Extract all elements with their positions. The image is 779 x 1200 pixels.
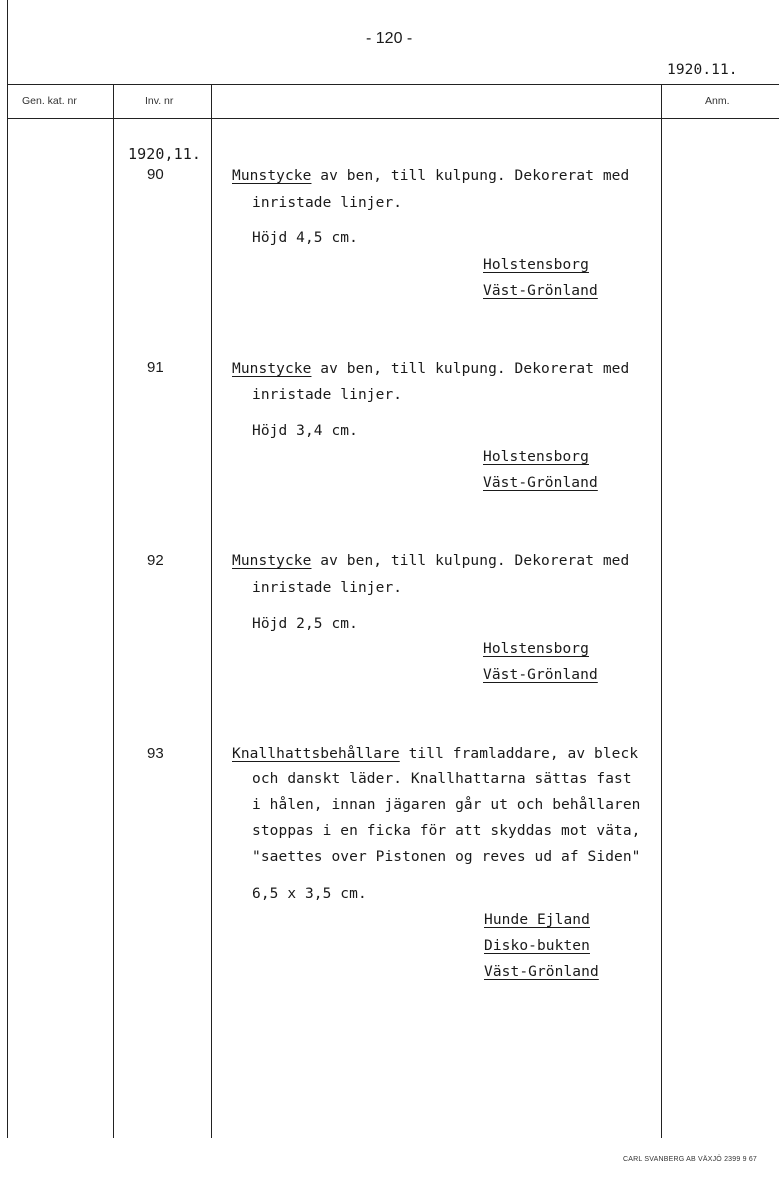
entry-93-line-4: stoppas i en ficka för att skyddas mot väta,: [252, 823, 641, 839]
entry-93-place-3: Väst-Grönland: [484, 964, 599, 980]
entry-93-line-1: [232, 746, 638, 762]
entry-91-measure: Höjd 3,4 cm.: [252, 423, 358, 439]
entry-93-place-2: Disko-bukten: [484, 938, 590, 954]
entry-92-measure: Höjd 2,5 cm.: [252, 616, 358, 632]
header-top-line: [7, 84, 779, 85]
printer-footer: CARL SVANBERG AB VÄXJÖ 2399 9 67: [623, 1156, 758, 1163]
inv-number-93: 93: [147, 745, 164, 762]
year-ref-col: 1920,11.: [128, 145, 202, 163]
entry-92-rest: av ben, till kulpung. Dekorerat med: [311, 553, 630, 569]
entry-91-term: Munstycke: [232, 361, 312, 377]
entry-93-line-3: i hålen, innan jägaren går ut och behållaren: [252, 797, 641, 813]
entry-90-measure: Höjd 4,5 cm.: [252, 230, 358, 246]
entry-90-line-2: inristade linjer.: [252, 195, 403, 211]
entry-93-rest: till framladdare, av bleck: [399, 746, 639, 762]
entry-93-place-1: Hunde Ejland: [484, 912, 590, 928]
entry-92-line-1: [232, 553, 629, 569]
entry-91-place-2: Väst-Grönland: [483, 475, 598, 491]
year-ref-top: 1920.11.: [667, 62, 738, 78]
entry-90-place-1: Holstensborg: [483, 257, 589, 273]
inv-number-91: 91: [147, 359, 164, 376]
entry-92-line-2: inristade linjer.: [252, 580, 403, 596]
col-divider-2: [211, 84, 212, 1138]
entry-92-place-2: Väst-Grönland: [483, 667, 598, 683]
inv-number-92: 92: [147, 552, 164, 569]
entry-93-measure: 6,5 x 3,5 cm.: [252, 886, 367, 902]
entry-90-rest: av ben, till kulpung. Dekorerat med: [311, 168, 630, 184]
entry-90-line-1: [232, 168, 629, 184]
entry-90-place-2: Väst-Grönland: [483, 283, 598, 299]
col-divider-1: [113, 84, 114, 1138]
page-number: - 120 -: [366, 30, 413, 47]
inv-number-90: 90: [147, 166, 164, 183]
entry-91-line-1: [232, 361, 629, 377]
entry-91-line-2: inristade linjer.: [252, 387, 403, 403]
col-header-inv-nr: Inv. nr: [145, 95, 174, 107]
entry-93-line-5: "saettes over Pistonen og reves ud af Siden": [252, 849, 641, 865]
entry-92-place-1: Holstensborg: [483, 641, 589, 657]
left-margin-line: [7, 0, 8, 1138]
col-divider-3: [661, 84, 662, 1138]
entry-92-term: Munstycke: [232, 553, 312, 569]
entry-91-rest: av ben, till kulpung. Dekorerat med: [311, 361, 630, 377]
entry-90-term: Munstycke: [232, 168, 312, 184]
entry-93-term: Knallhattsbehållare: [232, 746, 400, 762]
col-header-gen-kat-nr: Gen. kat. nr: [22, 95, 77, 107]
col-header-anm: Anm.: [705, 95, 730, 107]
header-bottom-line: [7, 118, 779, 119]
entry-91-place-1: Holstensborg: [483, 449, 589, 465]
entry-93-line-2: och danskt läder. Knallhattarna sättas fast: [252, 771, 632, 787]
